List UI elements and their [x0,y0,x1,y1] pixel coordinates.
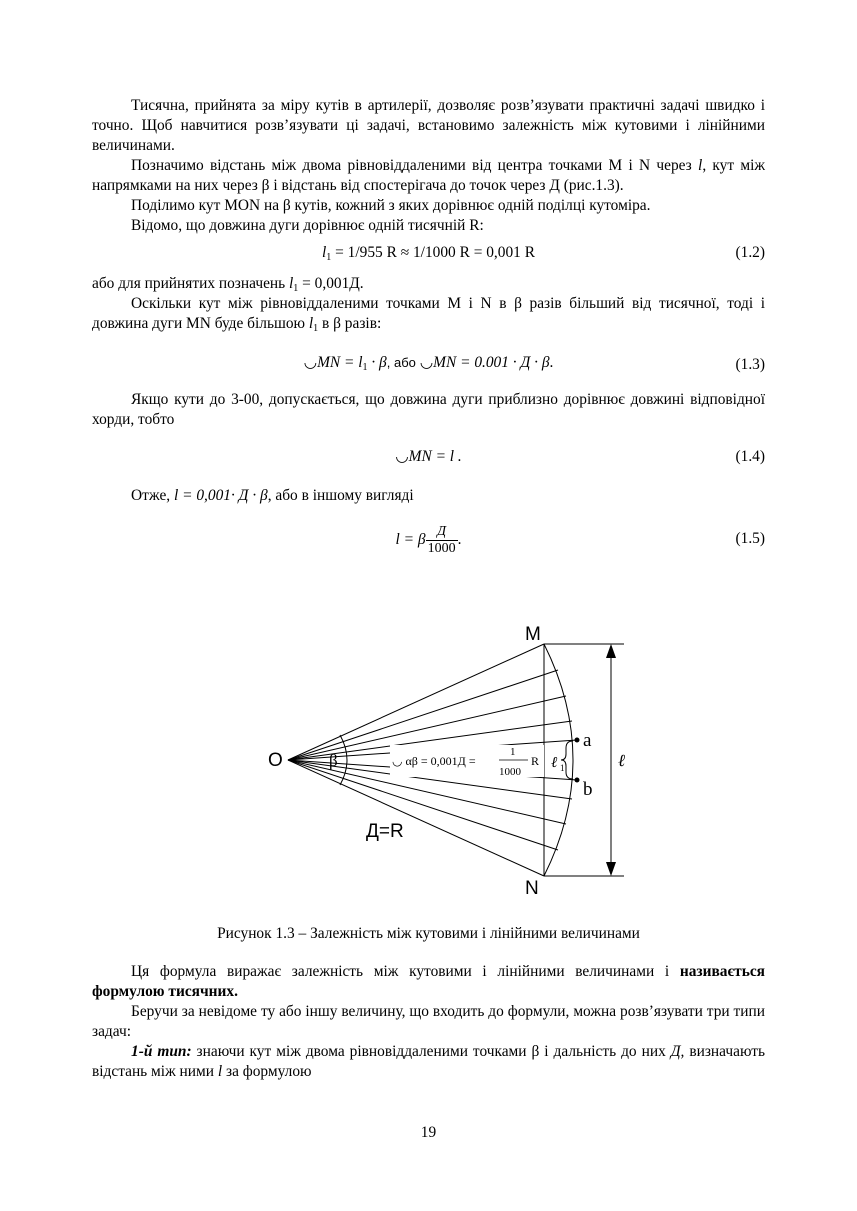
formula-right: ◡MN = 0.001 · Д · β [415,354,550,371]
label-M: M [525,624,541,645]
formula-mid: · β [367,354,387,371]
formula-number: (1.5) [735,530,765,547]
text: за формулою [222,1063,312,1080]
point-a [575,738,580,743]
text: в β разів: [318,315,382,332]
point-b [575,778,580,783]
inner-formula-R: R [531,754,540,768]
label-l1-subscript: 1 [560,763,565,773]
paragraph-formula-name [92,962,765,1002]
formula-inline: l = 0,001· Д · β [174,487,268,504]
var-D: Д, [670,1043,685,1060]
formula-text: ◡MN = l . [395,448,462,465]
subscript: 1 [362,362,368,373]
figure-caption: Рисунок 1.3 – Залежність між кутовими і лінійними величинами [217,925,640,942]
paragraph-divide: Поділимо кут MON на β кутів, кожний з яких дорівнює одній поділці кутоміра. [131,197,651,214]
paragraph-arc: Відомо, що довжина дуги дорівнює одній тисячній R: [131,217,484,234]
subscript: 1 [313,323,319,334]
inner-formula-left: ◡ αβ = 0,001Д = [392,754,476,768]
text: , кут між напрямками на них через β і відстань від спостерігача до точок через Д (рис.1.3). [92,157,766,194]
label-DR: Д=R [366,821,404,842]
label-l1: ℓ [551,755,558,771]
task-type-label: 1-й тип: [131,1043,192,1060]
text: знаючи кут між двома рівновіддаленими точками β і дальність до них [191,1043,671,1060]
text: або для прийнятих позначень [92,275,290,292]
page-number: 19 [420,1124,437,1141]
subscript: 1 [326,252,332,263]
page-body-lower [92,962,765,1082]
bold-term: називається формулою тисячних. [92,963,765,1000]
label-a: a [583,730,592,751]
formula-left: ◡MN = l [303,354,363,371]
formula-number: (1.2) [735,244,765,261]
text: Позначимо відстань між двома рівновіддаленими від центра точками М і N через [131,157,699,174]
paragraph-type-1 [92,1042,765,1082]
arrowhead-bottom [606,862,616,876]
var-l: l [217,1063,223,1080]
formula-dot: . [549,354,554,371]
arc-MN [544,644,573,876]
text: , або в іншому вигляді [267,487,414,504]
formula-dot: . [457,531,462,549]
paragraph-small-angles: Якщо кути до 3-00, допускається, що довжина дуги приблизно дорівнює довжині відповідної хорди, тобто [92,391,765,428]
formula-or: , або [386,355,416,370]
text: Отже, [131,487,174,504]
formula-text: = 1/955 R ≈ 1/1000 R = 0,001 R [331,244,535,261]
var-l: l [698,157,703,174]
fraction-denominator: 1000 [427,541,456,556]
arrowhead-top [606,644,616,658]
paragraph-task-types: Беручи за невідоме ту або іншу величину, що входить до формули, можна розв’язувати три типи задач: [92,1003,765,1040]
var-l: l [289,275,294,292]
label-l: ℓ [618,751,626,770]
subscript: 1 [293,283,299,294]
formula-number: (1.3) [735,356,765,373]
text: визначають відстань між ними [92,1043,765,1080]
figure-labels [268,624,625,899]
formula-left: l = β [395,531,426,549]
formula-number: (1.4) [735,448,765,465]
fraction-numerator: Д [426,524,458,541]
text: Оскільки кут між рівновіддаленими точками М і N в β разів більший від тисячної, тоді і довжина дуги MN буде більшою [92,295,765,332]
paragraph-intro: Тисячна, прийнята за міру кутів в артилерії, дозволяє розв’язувати практичні задачі швидко і точно. Щоб навчитися розв’язувати ці задачі, встановимо залежність між кутовими і лінійними величинами. [92,97,765,154]
text: Ця формула виражає залежність між кутовими і лінійними величинами і [131,963,680,980]
inner-fraction-numerator: 1 [510,746,516,758]
label-b: b [583,779,593,800]
var-l: l [308,315,314,332]
text: = 0,001Д. [298,275,364,292]
label-O: O [268,750,283,771]
label-beta: β [329,751,338,770]
inner-fraction-denominator: 1000 [499,766,521,778]
label-N: N [525,878,539,899]
var-l: l [322,244,327,261]
brace-l1 [561,741,573,779]
